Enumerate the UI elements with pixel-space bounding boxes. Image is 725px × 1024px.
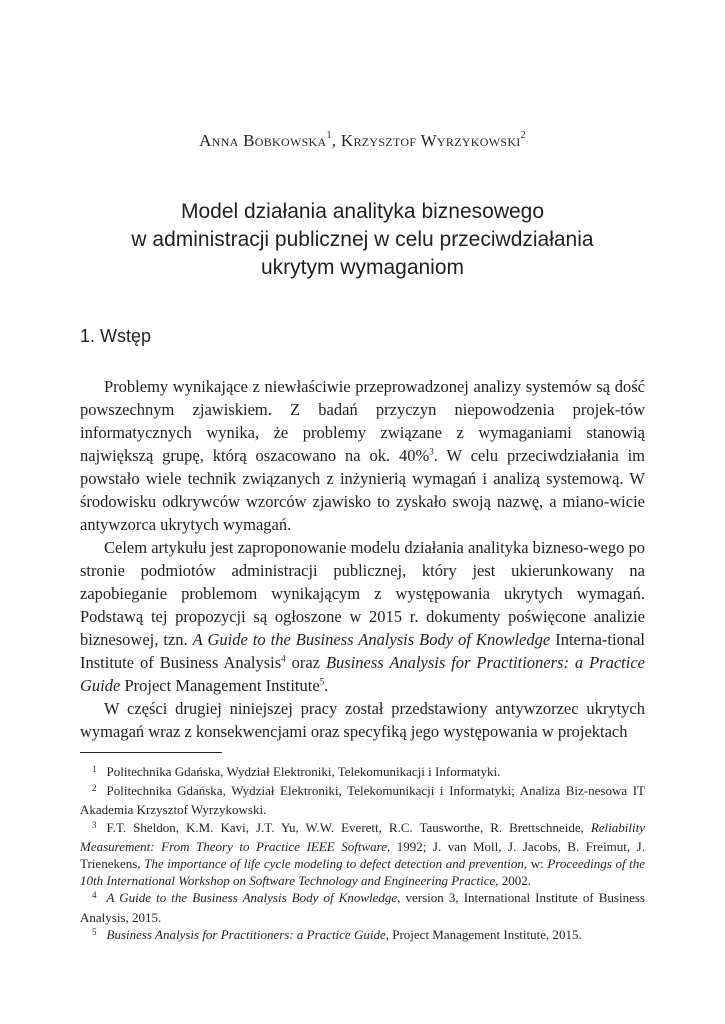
footnote-number: 1 bbox=[92, 764, 97, 774]
footnote-divider bbox=[80, 752, 222, 753]
text-run: Project Management Institute bbox=[120, 676, 320, 695]
footnote bbox=[80, 889, 645, 925]
footnote-marker: 3 bbox=[429, 446, 434, 457]
italic-title: Business Analysis for Practitioners: a Practice Guide bbox=[80, 653, 645, 695]
title-line: ukrytym wymaganiom bbox=[260, 256, 465, 279]
article-title bbox=[60, 198, 665, 282]
text-run: , 1992; J. van Moll, J. Jacobs, B. Freimut, J. Trienekens, bbox=[80, 838, 645, 872]
author-name: Anna Bobkowska bbox=[199, 131, 327, 150]
italic-title: Business Analysis for Practitioners: a Practice Guide bbox=[106, 926, 386, 942]
text-run: Celem artykułu jest zaproponowanie modelu działania analityka bizneso-wego po stronie podmiotów administracji publicznej, który jest ukierunkowany na zapobieganie problemom wynikającym z występowania ukrytych wymagań. Podstawą tej propozycji są ogłoszone w 2015 r. dokumenty poświęcone analizie biznesowej, tzn. bbox=[80, 538, 645, 649]
title-line: Model działania analityka biznesowego bbox=[180, 200, 545, 223]
footnote-marker: 1 bbox=[326, 130, 332, 142]
footnote-number: 2 bbox=[92, 783, 97, 794]
paragraph bbox=[80, 697, 645, 743]
section-heading: 1. Wstęp bbox=[80, 326, 152, 346]
text-run: , 2002. bbox=[495, 873, 531, 889]
text-run: Politechnika Gdańska, Wydział Elektroniki, Telekomunikacji i Informatyki; Analiza Biz-nesowa IT Akademia Krzysztof Wyrzykowski. bbox=[80, 783, 645, 818]
text-run: Problemy wynikające z niewłaściwie przeprowadzonej analizy systemów są dość powszechnym zjawiskiem. Z badań przyczyn niepowodzenia projek-tów informatycznych wynika, że problemy związane z wymaganiami stanowią największą grupę, którą oszacowano na ok. 40% bbox=[80, 377, 645, 465]
authors-line bbox=[80, 131, 645, 151]
footnote-number: 5 bbox=[92, 926, 97, 937]
author-name: Krzysztof Wyrzykowski bbox=[340, 131, 521, 150]
footnote bbox=[80, 926, 645, 945]
paragraph bbox=[80, 375, 645, 536]
text-run: . bbox=[324, 676, 329, 695]
author-separator: , bbox=[331, 131, 341, 150]
text-run: F.T. Sheldon, K.M. Kavi, J.T. Yu, W.W. Everett, R.C. Tausworthe, R. Brettschneide, bbox=[106, 819, 591, 835]
text-run: , version 3, International Institute of Business Analysis, 2015. bbox=[80, 890, 645, 925]
text-run: W części drugiej niniejszej pracy został przedstawiony antywzorzec ukrytych wymagań wraz z konsekwencjami oraz specyfiką jego występowania w projektach bbox=[80, 699, 645, 741]
italic-title: A Guide to the Business Analysis Body of Knowledge bbox=[192, 630, 551, 649]
footnote-number: 3 bbox=[92, 819, 97, 830]
footnote-marker: 2 bbox=[520, 130, 526, 142]
paragraph bbox=[80, 536, 645, 697]
text-run: oraz bbox=[285, 653, 326, 672]
title-line: w administracji publicznej w celu przeciwdziałania bbox=[131, 228, 594, 251]
italic-title: Reliability Measurement: From Theory to Practice IEEE Software bbox=[80, 819, 645, 854]
text-run: , w: bbox=[523, 856, 548, 872]
italic-title: Proceedings of the 10th International Workshop on Software Technology and Engineering Practice bbox=[80, 856, 646, 889]
footnote bbox=[80, 819, 645, 890]
text-run: Interna-tional Institute of Business Analysis bbox=[80, 630, 645, 672]
footnote-marker: 5 bbox=[319, 676, 325, 687]
italic-title: A Guide to the Business Analysis Body of Knowledge bbox=[106, 890, 398, 906]
text-run: . W celu przeciwdziałania im powstało wiele technik związanych z inżynierią wymagań i analizą systemową. W środowisku odkrywców wzorców zjawisko to zyskało swoją nazwę, a miano-wicie antywzorca ukrytych wymagań. bbox=[80, 446, 646, 534]
italic-title: The importance of life cycle modeling to defect detection and prevention bbox=[144, 856, 524, 872]
footnote-number: 4 bbox=[92, 890, 97, 901]
footnote-marker: 4 bbox=[281, 653, 286, 664]
footnote bbox=[80, 763, 645, 782]
body-text bbox=[80, 375, 645, 743]
text-run: , Project Management Institute, 2015. bbox=[385, 926, 582, 942]
text-run: Politechnika Gdańska, Wydział Elektroniki, Telekomunikacji i Informatyki. bbox=[106, 764, 501, 779]
footnotes bbox=[80, 763, 645, 945]
footnote bbox=[80, 782, 645, 818]
